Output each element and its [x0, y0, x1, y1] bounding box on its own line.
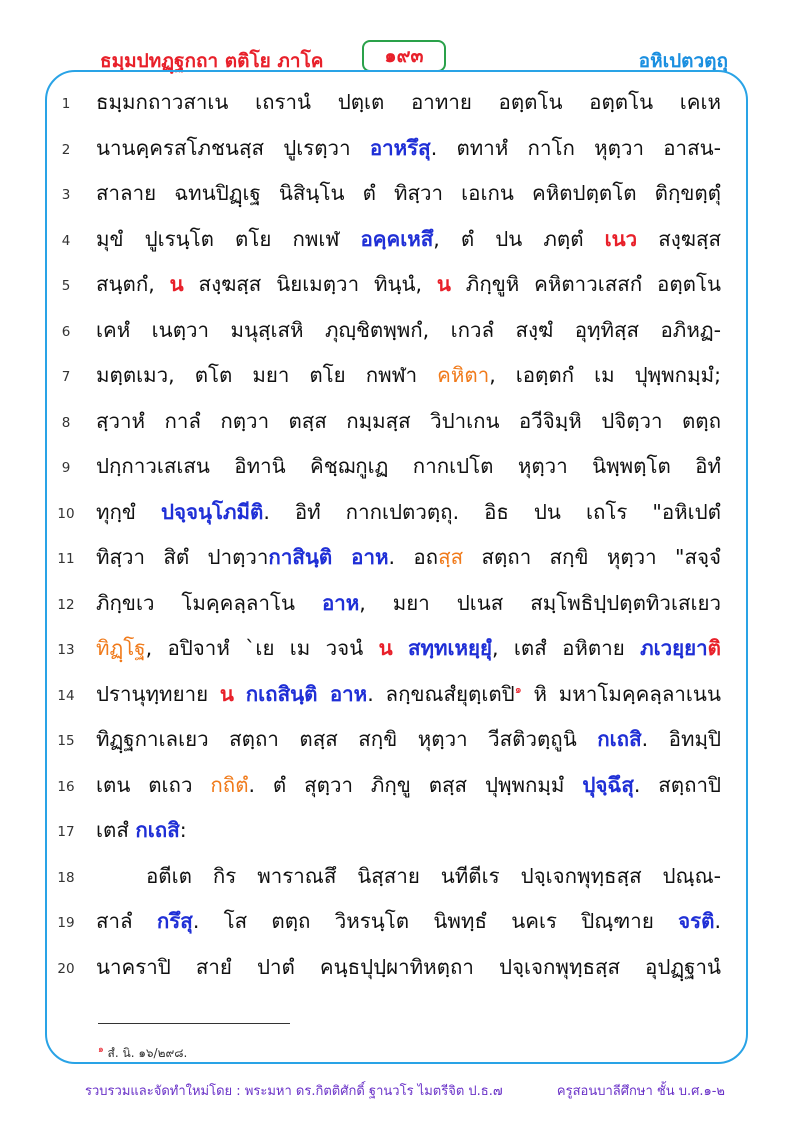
line-number: 3	[61, 187, 71, 203]
text-line	[0, 444, 800, 490]
highlight-red: ติ	[707, 636, 721, 660]
text-line	[0, 945, 800, 991]
line-text	[96, 905, 721, 938]
text-segment: . โส ตตฺถ วิหรนฺโต นิพทฺธํ นคเร ปิณฺฑาย	[192, 909, 679, 933]
highlight-sup: ๑	[514, 682, 522, 696]
text-segment: . อิทํ กากเปตวตฺถุ. อิธ ปน เถโร "อหิเปตํ	[263, 499, 721, 524]
text-line	[0, 581, 800, 627]
highlight-red: น	[169, 272, 184, 296]
text-segment: สนฺตกํ,	[96, 272, 170, 296]
text-segment: ปรานุทฺทยาย	[96, 681, 220, 706]
line-number: 5	[61, 278, 71, 294]
line-text	[96, 541, 721, 574]
line-number: 2	[61, 141, 71, 158]
line-number: 16	[57, 778, 75, 795]
text-segment: , เอตฺตกํ เม ปุพฺพกมฺมํ;	[489, 363, 721, 387]
line-number: 10	[57, 505, 75, 522]
text-segment	[393, 636, 408, 660]
text-segment: ภิกฺขูหิ คหิตาวเสสกํ อตฺตโน	[450, 272, 721, 296]
highlight-blue: อาหรึสุ	[369, 135, 431, 160]
text-segment: สงฺฆสฺส	[637, 226, 721, 251]
text-line	[0, 80, 800, 126]
text-segment: .	[714, 909, 721, 933]
highlight-blue: กาสินฺติ อาห	[268, 545, 389, 569]
highlight-blue: กเถสิ	[597, 727, 642, 751]
book-title: ธมฺมปทฏฺฐกถา ตติโย ภาโค	[100, 50, 324, 72]
text-line	[0, 626, 800, 672]
page-footer	[85, 1080, 725, 1101]
line-text	[96, 177, 721, 210]
line-text	[96, 632, 721, 665]
line-number: 6	[61, 323, 71, 340]
footnote-divider	[98, 1023, 290, 1024]
line-number: 4	[61, 232, 71, 249]
highlight-blue: กรึสุ	[156, 909, 193, 933]
text-segment: สาลาย ฉทนปิฏฺเฐ นิสินฺโน ตํ ทิสฺวา เอเกน คหิตปตฺตโต ติกฺขตฺตุํ	[96, 181, 721, 205]
highlight-blue: สทฺทเหยฺยุํ	[407, 636, 493, 660]
highlight-blue: ปุจฺฉึสุ	[582, 772, 634, 797]
text-segment: นานคฺครสโภชนสฺส ปูเรตฺวา	[96, 135, 370, 160]
line-number: 20	[57, 960, 75, 977]
line-text	[96, 450, 721, 483]
text-segment: ปกฺกาวเสเสน อิทานิ คิชฺฌกูเฏ กากเปโต หุตฺวา นิพฺพตฺโต อิทํ	[96, 454, 721, 478]
text-segment: มุขํ ปูเรนฺโต ตโย กพเฬ	[96, 226, 361, 251]
text-line	[0, 808, 800, 854]
line-number: 15	[57, 733, 75, 749]
text-segment: . อถ	[388, 545, 439, 569]
line-text	[96, 723, 721, 756]
line-text	[96, 951, 721, 984]
text-segment: เตน ตเถว	[96, 772, 211, 797]
highlight-blue: กเถสินฺติ อาห	[245, 681, 368, 706]
text-segment: สาลํ	[96, 909, 157, 933]
highlight-blue: ภเวยฺยา	[640, 636, 708, 660]
line-text	[96, 678, 721, 711]
text-segment: ทิฏฺฐกาเลเยว สตฺถา ตสฺส สกฺขิ หุตฺวา วีสติวตฺถูนิ	[96, 727, 598, 751]
text-segment: ทิสฺวา สิตํ ปาตฺวา	[96, 545, 269, 569]
text-line	[0, 353, 800, 399]
line-number: 9	[61, 460, 71, 476]
line-text	[96, 132, 721, 165]
text-line	[0, 490, 800, 536]
highlight-orange: คหิตา	[437, 363, 490, 387]
text-segment: . ตํ สุตฺวา ภิกฺขู ตสฺส ปุพฺพกมฺมํ	[248, 772, 583, 797]
highlight-red: เนว	[604, 226, 638, 251]
text-line	[0, 763, 800, 809]
text-segment: อตีเต กิร พาราณสึ นิสฺสาย นทีตีเร ปจฺเจกพุทฺธสฺส ปณฺณ-	[146, 863, 721, 888]
footnote-marker: ๑	[98, 1045, 104, 1055]
highlight-blue: อาห	[321, 590, 360, 615]
line-number: 1	[61, 96, 71, 112]
text-line	[0, 717, 800, 763]
text-segment: ธมฺมกถาวสาเน เถรานํ ปตฺเต อาทาย อตฺตโน อตฺตโน เคเห	[96, 90, 721, 114]
line-number: 19	[57, 915, 75, 931]
highlight-red: น	[436, 272, 451, 296]
footer-compiler: รวบรวมและจัดทำใหม่โดย : พระมหา ดร.กิตติศักดิ์ ฐานวโร ไมตรีจิต ป.ธ.๗	[85, 1084, 503, 1099]
line-text	[96, 86, 721, 119]
text-segment: สงฺฆสฺส นิยเมตฺวา ทินฺนํ,	[183, 272, 437, 296]
line-text	[96, 769, 721, 802]
text-segment: , อปิจาหํ `เย เม วจนํ	[145, 636, 379, 660]
highlight-red: น	[378, 636, 393, 660]
text-line	[0, 262, 800, 308]
line-number: 7	[61, 369, 71, 385]
highlight-blue: อคฺคเหสึ	[360, 226, 434, 251]
line-text	[96, 359, 721, 392]
highlight-orange: กถิตํ	[210, 772, 249, 797]
line-number: 11	[57, 551, 75, 567]
text-line	[0, 535, 800, 581]
text-segment: หิ มหาโมคฺคลฺลาเนน	[521, 681, 721, 706]
text-line	[0, 308, 800, 354]
text-segment: เตสํ	[96, 818, 136, 842]
line-number: 18	[57, 869, 75, 886]
text-line	[0, 217, 800, 263]
text-segment: :	[179, 818, 187, 842]
text-segment: . อิทมฺปิ	[641, 727, 721, 751]
text-segment: . ลกฺขณสํยุตฺเตปิ	[367, 681, 515, 706]
footer-course: ครูสอนบาลีศึกษา ชั้น บ.ศ.๑-๒	[556, 1084, 725, 1099]
text-segment: . ตทาหํ กาโก หุตฺวา อาสน-	[430, 135, 721, 160]
line-text	[96, 314, 721, 347]
line-text	[96, 496, 721, 529]
text-line	[0, 399, 800, 445]
text-segment: เคหํ เนตฺวา มนุสฺเสหิ ภุญฺชิตพฺพกํ, เกวลํ สงฺฆํ อุทฺทิสฺส อภิหฏ-	[96, 317, 721, 342]
line-text	[146, 860, 721, 893]
story-title: อหิเปตวตฺถุ	[638, 50, 728, 72]
highlight-blue: จรติ	[678, 909, 715, 933]
line-text	[96, 587, 721, 620]
footnote-text: สํ. นิ. ๑๖/๒๙๘.	[103, 1046, 188, 1060]
text-segment: สตฺถา สกฺขิ หุตฺวา "สจฺจํ	[463, 545, 721, 569]
text-segment: ภิกฺขเว โมคฺคลฺลาโน	[96, 590, 322, 615]
text-line	[0, 126, 800, 172]
line-text	[96, 223, 721, 256]
text-segment: สฺวาหํ กาลํ กตฺวา ตสฺส กมฺมสฺส วิปาเกน อวีจิมฺหิ ปจิตฺวา ตตฺถ	[96, 408, 721, 433]
line-number: 14	[57, 687, 75, 704]
highlight-blue: กเถสิ	[135, 818, 180, 842]
text-segment	[234, 682, 246, 706]
line-text	[96, 405, 721, 438]
line-number: 17	[57, 824, 75, 840]
text-segment: , ตํ ปน ภตฺตํ	[433, 226, 605, 251]
text-line	[0, 854, 800, 900]
text-segment: , มยา ปเนส สมฺโพธิปฺปตฺตทิวเสเยว	[359, 590, 721, 615]
line-number: 12	[57, 596, 75, 613]
page-number-box	[362, 40, 446, 72]
text-line	[0, 899, 800, 945]
page-number: ๑๙๓	[384, 45, 424, 67]
text-segment: มตฺตเมว, ตโต มยา ตโย กพฬา	[96, 363, 438, 387]
text-segment: . สตฺถาปิ	[633, 772, 721, 797]
text-segment: ทุกฺขํ	[96, 499, 161, 524]
highlight-blue: ปจฺจนุโภมีติ	[160, 499, 264, 524]
line-number: 8	[61, 414, 71, 431]
highlight-red: น	[219, 681, 234, 706]
footnote	[98, 1042, 187, 1063]
line-number: 13	[57, 642, 75, 658]
text-line	[0, 672, 800, 718]
text-segment: นาคราปิ สายํ ปาตํ คนฺธปุปฺผาทิหตฺถา ปจฺเจกพุทฺธสฺส อุปฏฺฐานํ	[96, 954, 721, 979]
highlight-orange: สฺส	[438, 545, 464, 569]
line-text	[96, 814, 721, 847]
text-segment: , เตสํ อหิตาย	[492, 636, 641, 660]
line-text	[96, 268, 721, 301]
text-line	[0, 171, 800, 217]
highlight-orange: ทิฏฺโฐ	[96, 636, 146, 660]
